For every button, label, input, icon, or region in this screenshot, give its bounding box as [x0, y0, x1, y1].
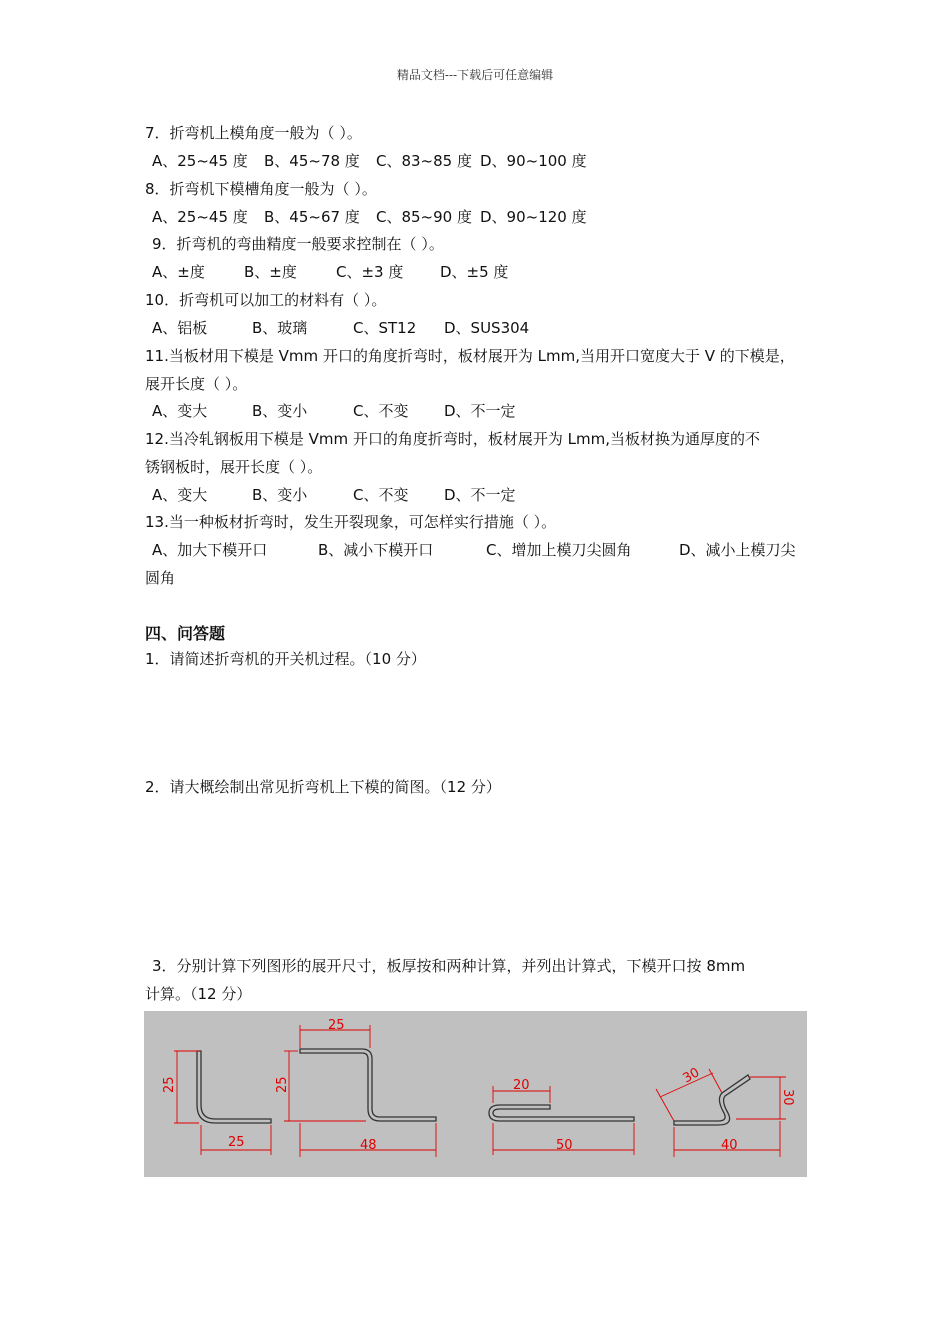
option-b: B、玻璃 [252, 319, 308, 337]
option-c: C、±3 度 [336, 263, 404, 281]
dim-label: 40 [721, 1138, 738, 1153]
option-c: C、ST12 [353, 319, 417, 337]
dim-label: 25 [328, 1018, 345, 1033]
bending-figure [144, 1011, 807, 1177]
question-13-stem: 13.当一种板材折弯时，发生开裂现象，可怎样实行措施（ ）。 [145, 513, 557, 531]
essay-question-3-cont: 计算。（12 分） [145, 985, 252, 1003]
option-d: D、减小上模刀尖 [679, 541, 796, 559]
question-8-stem: 8．折弯机下模槽角度一般为（ ）。 [145, 180, 377, 198]
option-d: D、不一定 [444, 486, 516, 504]
essay-question-2: 2．请大概绘制出常见折弯机上下模的简图。（12 分） [145, 778, 501, 796]
option-a: A、变大 [152, 402, 208, 420]
option-d: D、±5 度 [440, 263, 509, 281]
option-c: C、增加上模刀尖圆角 [486, 541, 632, 559]
dim-label: 25 [162, 1076, 177, 1093]
option-a: A、加大下模开口 [152, 541, 268, 559]
question-12-stem-cont: 锈钢板时，展开长度（ ）。 [145, 458, 323, 476]
part-3-hem [489, 1078, 634, 1155]
part-4-v-bend [656, 1065, 795, 1157]
option-a: A、25~45 度 [152, 208, 248, 226]
option-d: D、不一定 [444, 402, 516, 420]
page-header: 精品文档---下载后可任意编辑 [396, 68, 554, 82]
dim-label: 30 [780, 1089, 795, 1106]
question-9-stem: 9．折弯机的弯曲精度一般要求控制在（ ）。 [152, 235, 444, 253]
option-b: B、45~78 度 [264, 152, 360, 170]
option-d: D、90~120 度 [480, 208, 587, 226]
question-11-stem: 11.当板材用下模是 Vmm 开口的角度折弯时，板材展开为 Lmm,当用开口宽度大于 V 的下模是， [145, 347, 795, 365]
part-1-l-bend [162, 1051, 271, 1155]
dim-label: 25 [275, 1076, 290, 1093]
dim-label: 50 [556, 1138, 573, 1153]
question-10-stem: 10．折弯机可以加工的材料有（ ）。 [145, 291, 387, 309]
essay-question-3: 3．分别计算下列图形的展开尺寸，板厚按和两种计算，并列出计算式，下模开口按 8mm [152, 957, 746, 975]
option-d: D、SUS304 [444, 319, 530, 337]
bending-figure-svg [144, 1011, 807, 1177]
option-b: B、变小 [252, 486, 308, 504]
question-7-stem: 7．折弯机上模角度一般为（ ）。 [145, 124, 362, 142]
dim-label: 20 [513, 1078, 530, 1093]
option-a: A、±度 [152, 263, 205, 281]
option-b: B、变小 [252, 402, 308, 420]
option-b: B、减小下模开口 [318, 541, 434, 559]
option-a: A、铝板 [152, 319, 208, 337]
option-b: B、±度 [244, 263, 297, 281]
option-c: C、85~90 度 [376, 208, 472, 226]
section-title: 四、问答题 [145, 624, 226, 643]
dim-label: 30 [680, 1065, 703, 1087]
option-c: C、83~85 度 [376, 152, 472, 170]
dim-label: 48 [360, 1138, 377, 1153]
option-a: A、变大 [152, 486, 208, 504]
question-11-stem-cont: 展开长度（ ）。 [145, 375, 248, 393]
question-12-stem: 12.当冷轧钢板用下模是 Vmm 开口的角度折弯时，板材展开为 Lmm,当板材换为通厚度的不 [145, 430, 760, 448]
option-b: B、45~67 度 [264, 208, 360, 226]
dim-label: 25 [228, 1135, 245, 1150]
option-d: D、90~100 度 [480, 152, 587, 170]
option-a: A、25~45 度 [152, 152, 248, 170]
option-c: C、不变 [353, 402, 409, 420]
part-2-z-bend [275, 1018, 436, 1157]
option-c: C、不变 [353, 486, 409, 504]
question-13-options-cont: 圆角 [145, 569, 176, 587]
essay-question-1: 1．请简述折弯机的开关机过程。（10 分） [145, 650, 426, 668]
